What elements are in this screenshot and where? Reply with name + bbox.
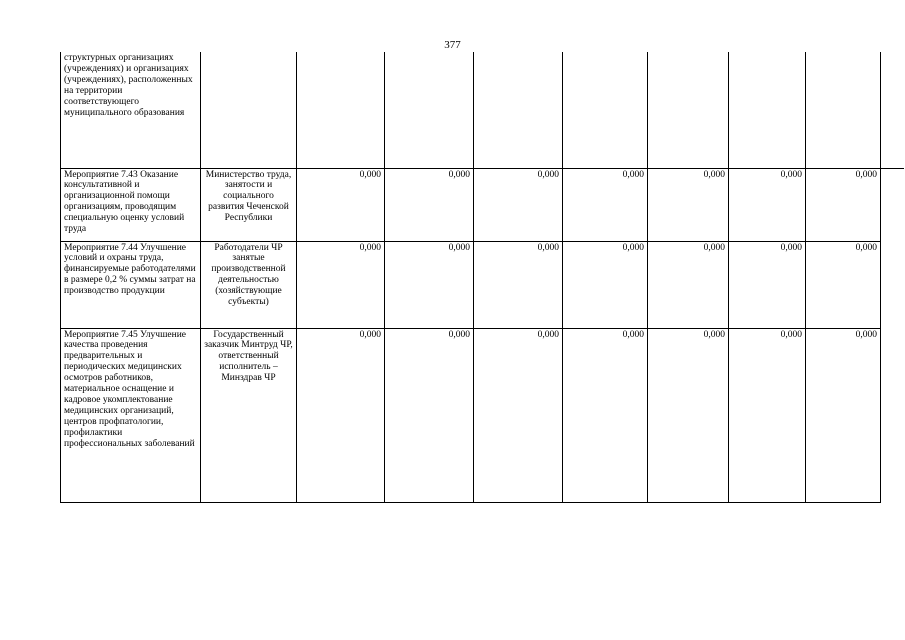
page-number: 377	[444, 39, 461, 51]
value-cell: 0,000	[563, 241, 648, 328]
table-row	[61, 52, 881, 168]
value-cell: 0,000	[729, 241, 806, 328]
value-cell: 0,000	[806, 328, 881, 502]
value-cell: 0,000	[648, 241, 729, 328]
value-cell	[729, 52, 806, 168]
executor-cell: Государственный заказчик Минтруд ЧР, ответственный исполнитель – Минздрав ЧР	[201, 328, 297, 502]
value-cell: 0,000	[648, 168, 729, 241]
value-cell	[563, 52, 648, 168]
program-activities-table	[60, 52, 881, 503]
value-cell	[806, 52, 881, 168]
value-cell: 0,000	[474, 168, 563, 241]
value-cell: 0,000	[563, 168, 648, 241]
value-cell: 0,000	[385, 241, 474, 328]
executor-cell	[201, 52, 297, 168]
executor-cell: Министерство труда, занятости и социального развития Чеченской Республики	[201, 168, 297, 241]
value-cell	[385, 52, 474, 168]
value-cell: 0,000	[385, 328, 474, 502]
value-cell: 0,000	[648, 328, 729, 502]
value-cell	[297, 52, 385, 168]
activity-description: структурных организациях (учреждениях) и организациях (учреждениях), расположенных на территории соответствующего муниципального образования	[61, 52, 201, 168]
value-cell: 0,000	[729, 168, 806, 241]
value-cell: 0,000	[474, 328, 563, 502]
table-row	[61, 241, 881, 328]
value-cell	[474, 52, 563, 168]
activity-description: Мероприятие 7.44 Улучшение условий и охраны труда, финансируемые работодателями в размере 0,2 % суммы затрат на производство продукции	[61, 241, 201, 328]
value-cell: 0,000	[297, 241, 385, 328]
value-cell: 0,000	[563, 328, 648, 502]
value-cell: 0,000	[729, 328, 806, 502]
value-cell: 0,000	[806, 241, 881, 328]
value-cell: 0,000	[297, 168, 385, 241]
value-cell: 0,000	[297, 328, 385, 502]
table-row	[61, 328, 881, 502]
value-cell: 0,000	[385, 168, 474, 241]
executor-cell: Работодатели ЧР занятые производственной деятельностью (хозяйствующие субъекты)	[201, 241, 297, 328]
table-row	[61, 168, 881, 241]
row-separator-extension	[880, 168, 904, 169]
value-cell: 0,000	[474, 241, 563, 328]
activity-description: Мероприятие 7.43 Оказание консультативной и организационной помощи организациям, проводящим специальную оценку условий труда	[61, 168, 201, 241]
value-cell	[648, 52, 729, 168]
activity-description: Мероприятие 7.45 Улучшение качества проведения предварительных и периодических медицинских осмотров работников, материальное оснащение и кадровое укомплектование медицинских организаций, центров профпатологии, профилактики профессиональных заболеваний	[61, 328, 201, 502]
value-cell: 0,000	[806, 168, 881, 241]
